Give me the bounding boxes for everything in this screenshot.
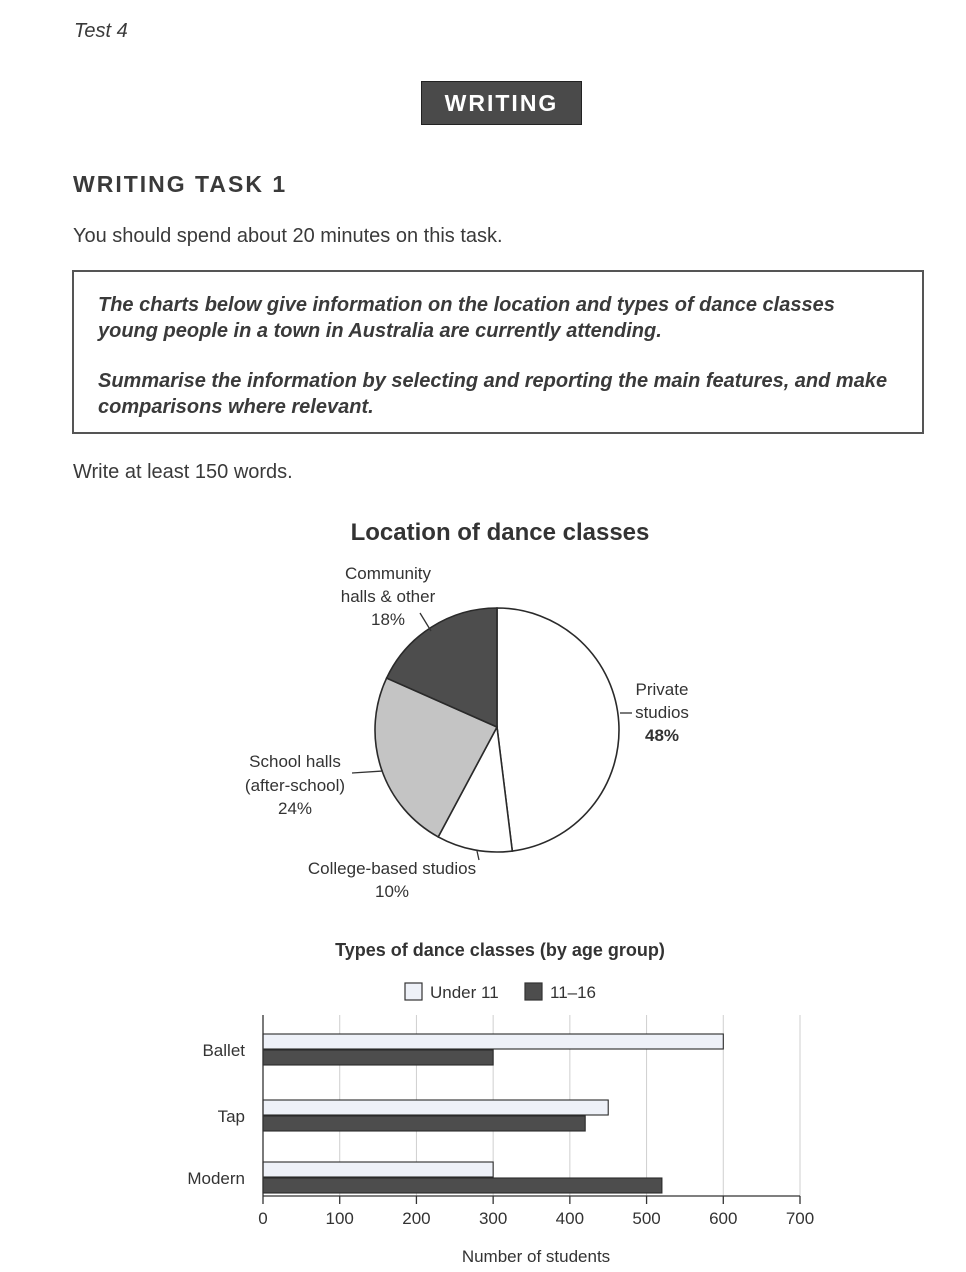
pie-label-college-based-studios: College-based studios	[307, 859, 477, 878]
x-tick-label: 700	[785, 1209, 815, 1228]
pie-label-school-halls: (after-school)	[244, 776, 346, 795]
bar-modern-11-16	[263, 1178, 662, 1193]
test-label: Test 4	[74, 20, 128, 42]
bar-chart	[0, 930, 966, 1272]
pie-pct-community-halls: 18%	[370, 610, 406, 629]
x-tick-label: 500	[632, 1209, 661, 1228]
word-count-instruction: Write at least 150 words.	[73, 461, 293, 483]
x-tick-label: 200	[402, 1209, 431, 1228]
pie-label-school-halls: School halls	[249, 752, 341, 771]
legend-swatch-under11	[405, 983, 422, 1000]
legend-label-11-16: 11–16	[550, 983, 597, 1002]
pie-pct-school-halls: 24%	[277, 799, 313, 818]
bar-tap-11-16	[263, 1116, 585, 1131]
task-heading: WRITING TASK 1	[73, 171, 288, 197]
x-tick-label: 400	[555, 1209, 585, 1228]
bar-ballet-11-16	[263, 1050, 493, 1065]
pie-label-community-halls: Community	[345, 564, 431, 583]
category-label-tap: Tap	[217, 1107, 245, 1126]
pie-title: Location of dance classes	[350, 519, 650, 546]
legend-swatch-11-16	[525, 983, 542, 1000]
time-instruction: You should spend about 20 minutes on this task.	[73, 225, 503, 247]
pie-label-private-studios: Private	[635, 680, 689, 699]
pie-leader-community-halls	[420, 613, 431, 631]
pie-slice-private-studios	[497, 608, 619, 851]
category-label-ballet: Ballet	[202, 1041, 245, 1060]
bar-tap-under11	[263, 1100, 608, 1115]
x-tick-label: 600	[709, 1209, 738, 1228]
pie-chart	[0, 505, 966, 910]
prompt-paragraph-2: Summarise the information by selecting and reporting the main features, and make comparisons where relevant.	[98, 370, 888, 418]
pie-label-private-studios: studios	[635, 703, 689, 722]
x-tick-label: 100	[325, 1209, 354, 1228]
legend	[405, 983, 596, 1002]
pie-pct-private-studios: 48%	[644, 726, 680, 745]
prompt-box	[72, 270, 924, 434]
bar-modern-under11	[263, 1162, 493, 1177]
category-label-modern: Modern	[187, 1169, 245, 1188]
x-axis-label: Number of students	[461, 1247, 611, 1266]
pie-leader-school-halls	[352, 771, 383, 773]
pie-label-community-halls: halls & other	[340, 587, 436, 606]
x-tick-label: 0	[258, 1209, 268, 1228]
legend-label-under11: Under 11	[430, 983, 499, 1002]
x-tick-label: 300	[478, 1209, 508, 1228]
bar-title: Types of dance classes (by age group)	[335, 940, 665, 960]
pie-leader-college-based-studios	[477, 851, 479, 860]
prompt-paragraph-1: The charts below give information on the location and types of dance classes young people in a town in Australia are currently attending.	[98, 294, 835, 342]
pie-pct-college-based-studios: 10%	[374, 882, 410, 901]
bar-ballet-under11	[263, 1034, 723, 1049]
section-banner: WRITING	[421, 81, 582, 125]
